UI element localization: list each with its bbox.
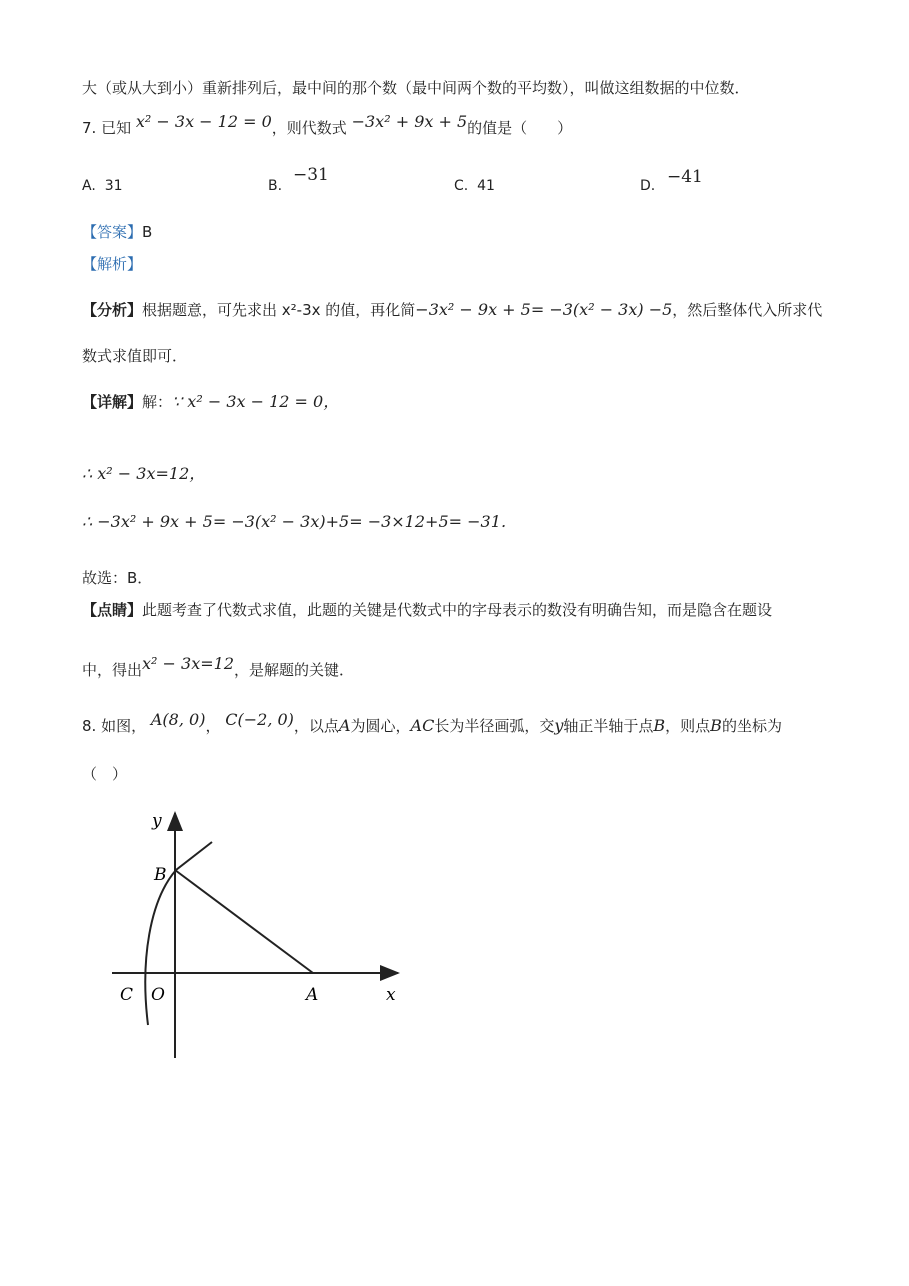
segment-ab [175,870,313,973]
option-c-value: 41 [477,178,495,194]
q7-expression: −3x² + 9x + 5 [351,112,468,131]
q8-ac: AC [410,716,435,735]
q8-text3: 长为半径画弧，交 [434,717,555,735]
q8-point-a: A(8, 0) [150,710,206,729]
q8-number: 8. 如图， [82,717,147,735]
xiangjie-text: 解： [142,393,173,411]
fenxi-math: −3x² − 9x + 5= −3(x² − 3x) −5 [415,300,673,319]
dianjing-text2a: 中，得出 [82,661,143,679]
answer-tag: 【答案】 [82,223,143,241]
xiangjie-tag: 【详解】 [82,393,143,411]
q8-y: y [554,716,564,735]
q7-tail: 的值是（ ） [467,119,573,137]
q8-text6: 的坐标为 [721,717,782,735]
label-c: C [120,985,134,1005]
q7-equation: x² − 3x − 12 = 0 [135,112,272,131]
q8-b: B [653,716,666,735]
choose-line: 故选：B． [82,569,153,587]
q8-paren: （ ） [82,765,128,783]
label-o: O [151,985,165,1005]
q8-text4: 轴正半轴于点 [563,717,654,735]
q8-point-c: C(−2, 0) [225,710,294,729]
q8-text2: 为圆心， [350,717,411,735]
option-b-label: B. [268,178,283,194]
fenxi-text1: 根据题意，可先求出 x²-3x 的值，再化简 [142,301,416,319]
q7-number: 7. 已知 [82,119,132,137]
q8-text1: ，以点 [293,717,339,735]
label-a: A [306,985,319,1005]
q8-b2: B [710,716,722,735]
q8-a: A [338,716,351,735]
step2: ∴ x² − 3x=12， [82,464,206,483]
option-a-label: A. [82,178,96,194]
label-x: x [386,985,396,1005]
q8-sep: ， [205,717,221,735]
fenxi-text2: ，然后整体代入所求代 [672,301,823,319]
fenxi-text3: 数式求值即可． [82,347,188,365]
dianjing-text2b: ，是解题的关键． [234,661,355,679]
analysis-tag: 【解析】 [82,255,143,273]
step3: ∴ −3x² + 9x + 5= −3(x² − 3x)+5= −3×12+5= −31． [82,512,517,531]
option-c-label: C. [454,178,469,194]
dianjing-text1: 此题考查了代数式求值，此题的关键是代数式中的字母表示的数没有明确告知，而是隐含在题设 [142,601,773,619]
label-y: y [152,811,162,831]
option-d-label: D. [640,178,656,194]
step1: ∵ x² − 3x − 12 = 0， [172,392,340,411]
option-b-value: −31 [293,165,329,185]
option-a-value: 31 [104,178,123,194]
intro-line: 大（或从大到小）重新排列后，最中间的那个数（最中间两个数的平均数），叫做这组数据的中位数． [82,79,750,97]
label-b: B [154,865,167,885]
answer-value: B [142,223,153,241]
dianjing-tag: 【点睛】 [82,601,143,619]
option-d-value: −41 [667,167,703,187]
q7-middle: ，则代数式 [271,119,347,137]
fenxi-tag: 【分析】 [82,301,143,319]
dianjing-math: x² − 3x=12 [142,654,234,673]
q8-text5: ，则点 [665,717,711,735]
